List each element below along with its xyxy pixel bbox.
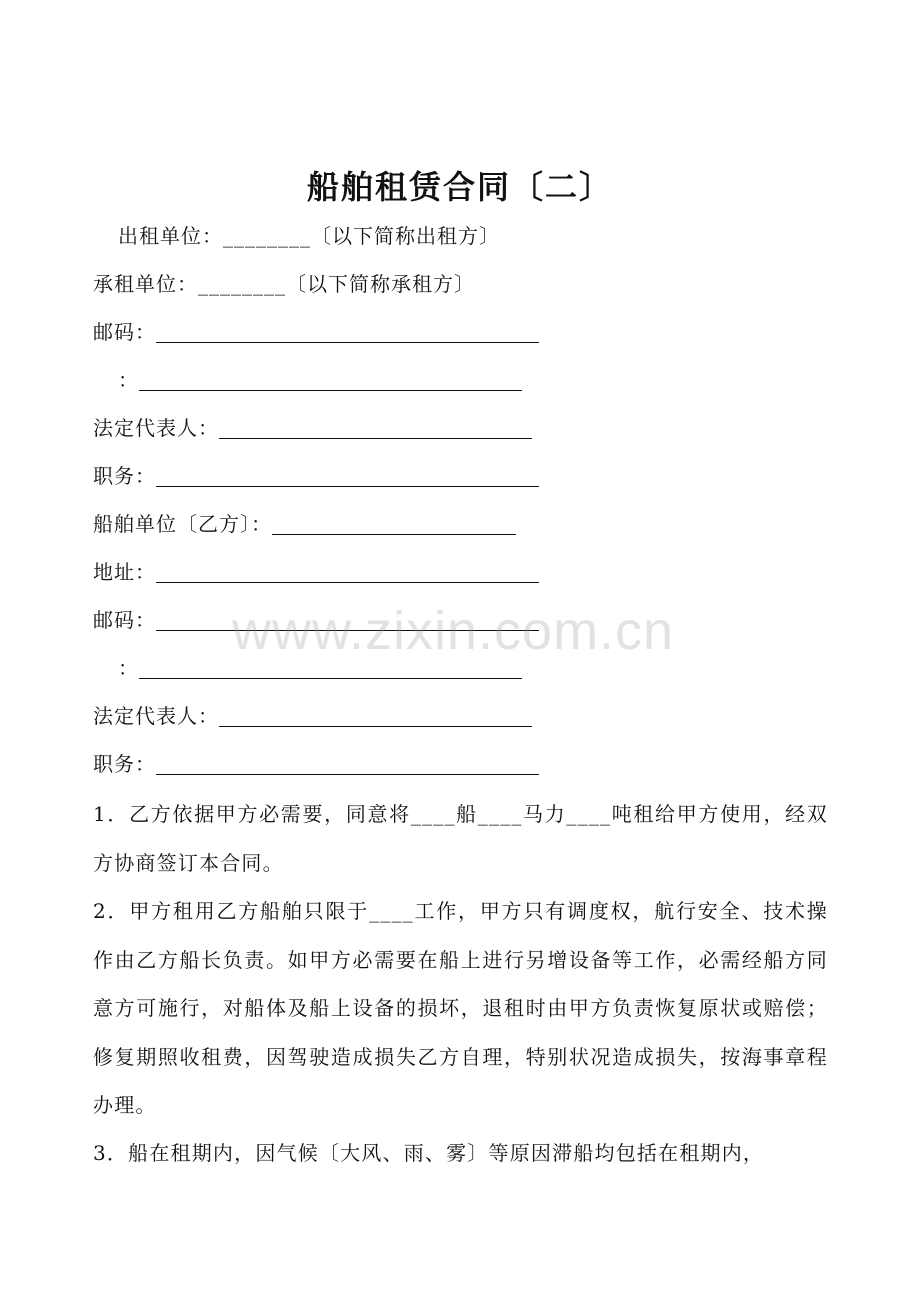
lessor-unit-suffix: 〔以下简称出租方〕 (311, 224, 500, 248)
legal-rep-label-2: 法定代表人： (93, 704, 219, 728)
postcode-field-1 (93, 317, 539, 347)
phone-blank-1 (139, 368, 522, 391)
address-label: 地址： (93, 560, 156, 584)
position-label-1: 职务： (93, 464, 156, 488)
postcode-field-2 (93, 605, 539, 635)
document-title: 船舶租赁合同〔二〕 (306, 168, 613, 206)
postcode-label-1: 邮码： (93, 320, 156, 344)
legal-rep-blank-1 (219, 416, 532, 439)
phone-field-2 (118, 653, 522, 683)
phone-label-1: ： (118, 368, 139, 392)
ship-unit-label: 船舶单位〔乙方〕： (93, 512, 272, 536)
postcode-label-2: 邮码： (93, 608, 156, 632)
legal-rep-field-1 (93, 413, 532, 443)
legal-rep-label-1: 法定代表人： (93, 416, 219, 440)
ship-unit-blank (272, 512, 516, 535)
lessee-unit-field (93, 269, 475, 299)
clause-2: 2．甲方租用乙方船舶只限于____工作，甲方只有调度权，航行安全、技术操作由乙方船长负责。如甲方必需要在船上进行另增设备等工作，必需经船方同意方可施行，对船体及船上设备的损坏，退租时由甲方负责恢复原状或赔偿；修复期照收租费，因驾驶造成损失乙方自理，特别状况造成损失，按海事章程办理。 (93, 899, 828, 1117)
lessor-unit-label: 出租单位： (118, 224, 223, 248)
legal-rep-field-2 (93, 701, 532, 731)
phone-field-1 (118, 365, 522, 395)
address-field (93, 557, 539, 587)
postcode-blank-2 (156, 608, 539, 631)
clause-1: 1．乙方依据甲方必需要，同意将____船____马力____吨租给甲方使用，经双方协商签订本合同。 (93, 802, 828, 875)
lessor-unit-blank: ________ (223, 224, 311, 248)
lessee-unit-suffix: 〔以下简称承租方〕 (286, 272, 475, 296)
postcode-blank-1 (156, 320, 539, 343)
position-blank-2 (156, 752, 539, 775)
position-field-2 (93, 749, 539, 779)
position-blank-1 (156, 464, 539, 487)
lessor-unit-field (118, 221, 500, 251)
legal-rep-blank-2 (219, 704, 532, 727)
position-field-1 (93, 461, 539, 491)
address-blank (156, 560, 539, 583)
ship-unit-field (93, 509, 516, 539)
phone-blank-2 (139, 656, 522, 679)
clause-3: 3．船在租期内，因气候〔大风、雨、雾〕等原因滞船均包括在租期内， (93, 1141, 765, 1165)
position-label-2: 职务： (93, 752, 156, 776)
phone-label-2: ： (118, 656, 139, 680)
lessee-unit-blank: ________ (198, 272, 286, 296)
watermark: www.zixin.com.cn (232, 601, 675, 661)
lessee-unit-label: 承租单位： (93, 272, 198, 296)
